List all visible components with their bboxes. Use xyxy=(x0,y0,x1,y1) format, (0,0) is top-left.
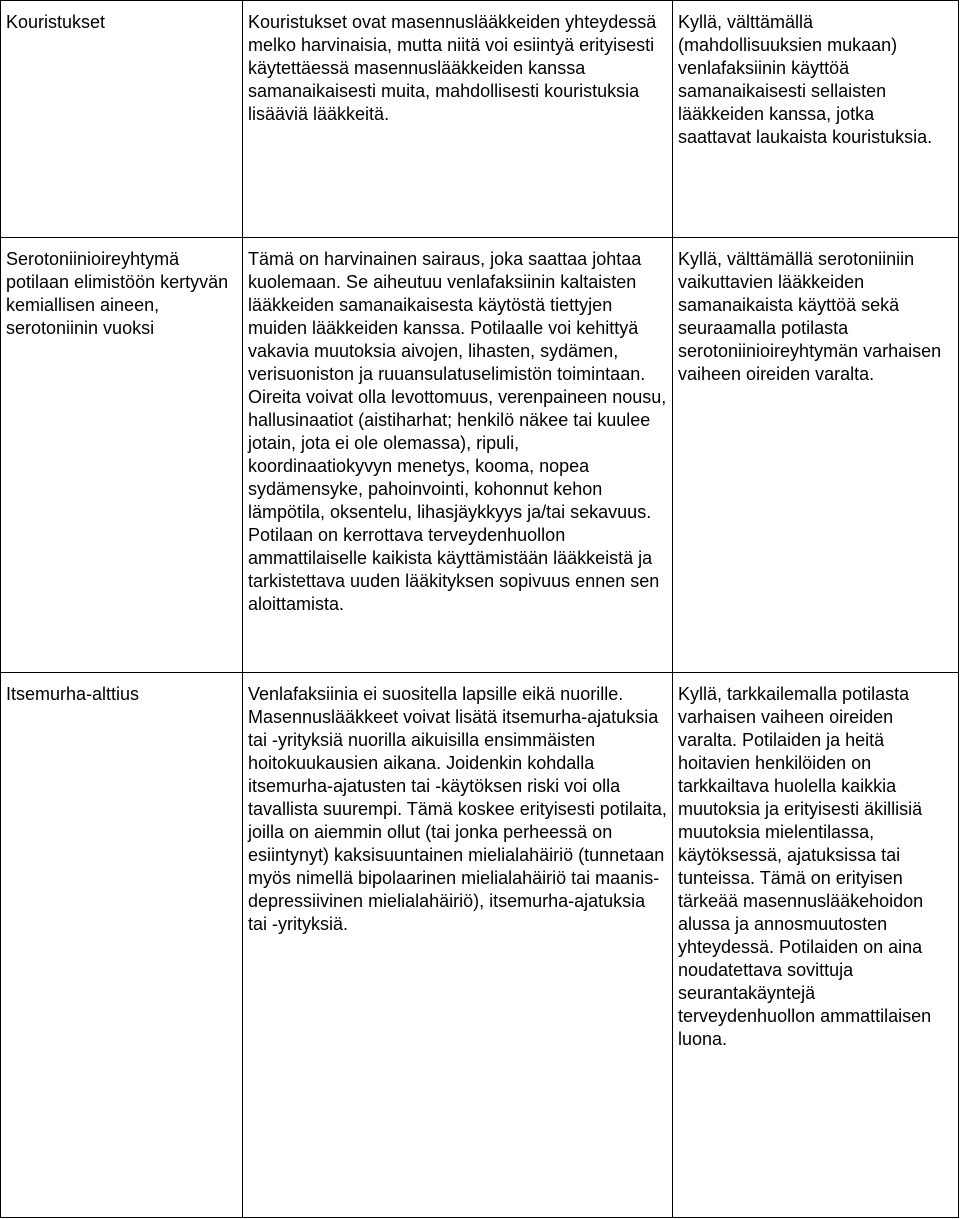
risk-description: Venlafaksiinia ei suositella lapsille eikä nuorille. Masennuslääkkeet voivat lisätä itsemurha-ajatuksia tai -yrityksiä nuorilla aikuisilla ensimmäisten hoitokuukausien aikana. Joidenkin kohdalla itsemurha-ajatusten tai -käytöksen riski voi olla tavallista suurempi. Tämä koskee erityisesti potilaita, joilla on aiemmin ollut (tai jonka perheessä on esiintynyt) kaksisuuntainen mielialahäiriö (tunnetaan myös nimellä bipolaarinen mielialahäiriö tai maanis-depressiivinen mielialahäiriö), itsemurha-ajatuksia tai -yrityksiä. xyxy=(248,684,667,934)
measures-cell xyxy=(673,238,959,673)
description-cell xyxy=(243,238,673,673)
risk-label: Serotoniinioireyhtymä potilaan elimistöön kertyvän kemiallisen aineen, serotoniinin vuoksi xyxy=(6,249,229,338)
table-row xyxy=(1,1,959,238)
risk-cell xyxy=(1,673,243,1218)
table-row xyxy=(1,238,959,673)
measures-cell xyxy=(673,1,959,238)
risk-measures: Kyllä, välttämällä serotoniiniin vaikuttavien lääkkeiden samanaikaista käyttöä sekä seuraamalla potilasta serotoniinioireyhtymän varhaisen vaiheen oireiden varalta. xyxy=(678,249,942,384)
risk-description: Kouristukset ovat masennuslääkkeiden yhteydessä melko harvinaisia, mutta niitä voi esiintyä erityisesti käytettäessä masennuslääkkeiden kanssa samanaikaisesti muita, mahdollisesti kouristuksia lisääviä lääkkeitä. xyxy=(248,12,657,124)
risk-label: Itsemurha-alttius xyxy=(6,684,140,704)
risk-measures: Kyllä, välttämällä (mahdollisuuksien mukaan) venlafaksiinin käyttöä samanaikaisesti sellaisten lääkkeiden kanssa, jotka saattavat laukaista kouristuksia. xyxy=(678,12,933,147)
risk-cell xyxy=(1,238,243,673)
risk-description: Tämä on harvinainen sairaus, joka saattaa johtaa kuolemaan. Se aiheutuu venlafaksiinin kaltaisten lääkkeiden samanaikaisesta käytöstä tiettyjen muiden lääkkeiden kanssa. Potilaalle voi kehittyä vakavia muutoksia aivojen, lihasten, sydämen, verisuoniston ja ruuansulatuselimistön toimintaan. Oireita voivat olla levottomuus, verenpaineen nousu, hallusinaatiot (aistiharhat; henkilö näkee tai kuulee jotain, jota ei ole olemassa), ripuli, koordinaatiokyvyn menetys, kooma, nopea sydämensyke, pahoinvointi, kohonnut kehon lämpötila, oksentelu, lihasjäykkyys ja/tai sekavuus. Potilaan on kerrottava terveydenhuollon ammattilaiselle kaikista käyttämistään lääkkeistä ja tarkistettava uuden lääkityksen sopivuus ennen sen aloittamista. xyxy=(248,249,667,614)
description-cell xyxy=(243,1,673,238)
table-row xyxy=(1,673,959,1218)
measures-cell xyxy=(673,673,959,1218)
description-cell xyxy=(243,673,673,1218)
risk-measures: Kyllä, tarkkailemalla potilasta varhaisen vaiheen oireiden varalta. Potilaiden ja heitä hoitavien henkilöiden on tarkkailtava huolella kaikkia muutoksia ja erityisesti äkillisiä muutoksia mielentilassa, käytöksessä, ajatuksissa tai tunteissa. Tämä on erityisen tärkeää masennuslääkehoidon alussa ja annosmuutosten yhteydessä. Potilaiden on aina noudatettava sovittuja seurantakäyntejä terveydenhuollon ammattilaisen luona. xyxy=(678,684,932,1049)
risk-label: Kouristukset xyxy=(6,12,106,32)
risk-cell xyxy=(1,1,243,238)
